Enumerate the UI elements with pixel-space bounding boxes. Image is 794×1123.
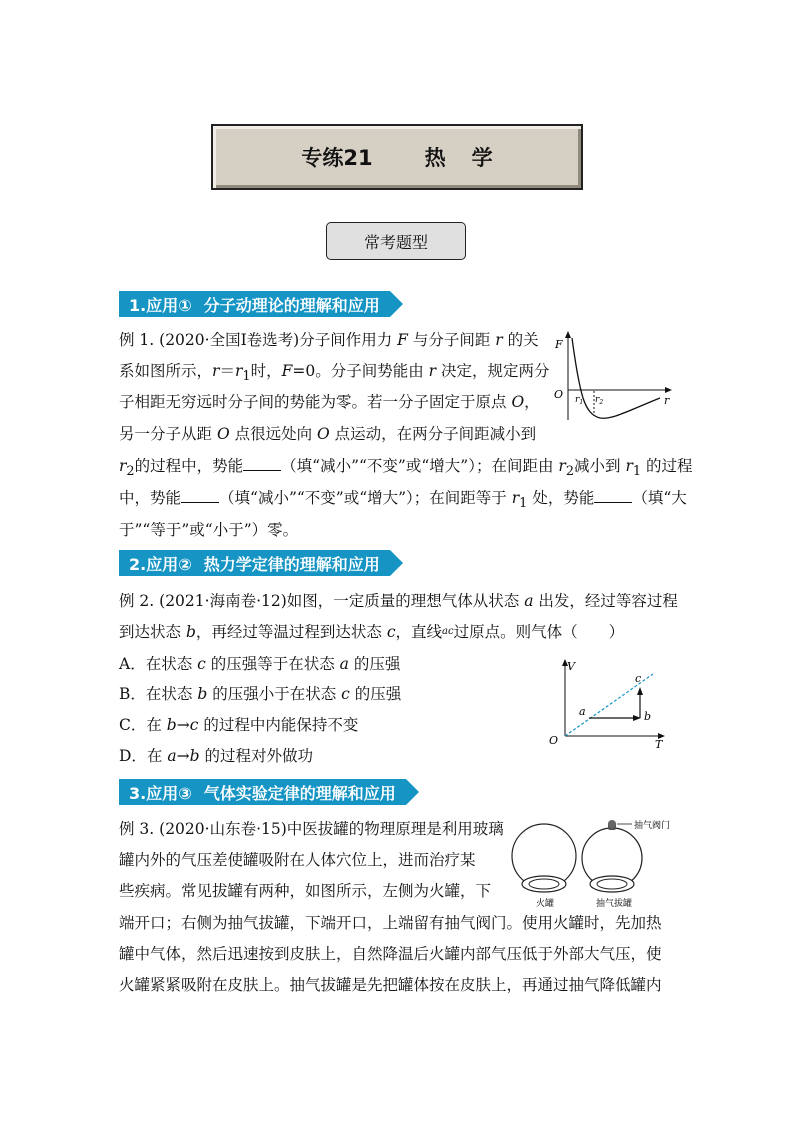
section-2-header — [119, 550, 390, 576]
text-line: 罐内外的气压差使罐吸附在人体穴位上，进而治疗某 — [119, 851, 476, 869]
pump-cup-label: 抽气拔罐 — [596, 899, 633, 909]
force-curve — [572, 338, 660, 418]
option-C[interactable]: C．在 b→c 的过程中内能保持不变 — [119, 716, 359, 734]
label-F: F — [555, 338, 563, 351]
text-line: 子相距无穷远时分子间的势能为零。若一分子固定于原点 O， — [119, 393, 540, 411]
cupping-jars-figure — [508, 818, 684, 910]
label-O: O — [549, 734, 559, 747]
label-r2: $r_2$ — [595, 395, 604, 406]
pump-cup-icon — [582, 820, 642, 892]
section-1-header — [119, 291, 390, 317]
answer-blank-3[interactable] — [594, 488, 632, 503]
label-a: a — [579, 705, 586, 718]
text-line: 另一分子从距 O 点很远处向 O 点运动，在两分子间距减小到 — [119, 425, 537, 443]
fire-cup-label: 火罐 — [536, 899, 555, 909]
option-B[interactable]: B．在状态 b 的压强小于在状态 c 的压强 — [119, 685, 402, 703]
text-line: 例 1. (2020·全国Ⅰ卷选考)分子间作用力 F 与分子间距 r 的关 — [119, 331, 539, 349]
title-number: 专练21 — [301, 146, 373, 170]
section-title: 热力学定律的理解和应用 — [203, 554, 380, 574]
option-D[interactable]: D．在 a→b 的过程对外做功 — [119, 747, 313, 765]
text-line: 端开口；右侧为抽气拔罐，下端开口，上端留有抽气阀门。使用火罐时，先加热 — [119, 914, 662, 932]
title-word-2: 学 — [471, 146, 493, 170]
label-T: T — [655, 738, 663, 750]
text-line: 中，势能 （填“减小”“不变”或“增大”）；在间距等于 $r_1$ 处，势能 （填“大 — [119, 489, 687, 512]
option-A[interactable]: A．在状态 c 的压强等于在状态 a 的压强 — [119, 655, 401, 673]
section-3-header — [119, 779, 406, 805]
label-r: r — [664, 394, 670, 407]
label-c: c — [635, 672, 642, 685]
text-line: 到达状态 b，再经过等温过程到达状态 c，直线ac过原点。则气体（ ） — [119, 623, 625, 641]
section-number: 2.应用② — [129, 554, 192, 574]
title-word-1: 热 — [424, 146, 446, 170]
text-line: 于”“等于”或“小于”）零。 — [119, 521, 299, 539]
text-line: $r_2$的过程中，势能 （填“减小”“不变”或“增大”）；在间距由 $r_2$减小到 $r_1$ 的过程 — [119, 457, 693, 480]
text-line: 系如图所示，$r=r_1$时，F=0。分子间势能由 r 决定，规定两分 — [119, 362, 550, 385]
label-V: V — [567, 660, 575, 673]
answer-blank-2[interactable] — [181, 488, 219, 503]
answer-blank-1[interactable] — [243, 456, 281, 471]
text-line: 火罐紧紧吸附在皮肤上。抽气拔罐是先把罐体按在皮肤上，再通过抽气降低罐内 — [119, 976, 662, 994]
text-line: 例 3. (2020·山东卷·15)中医拔罐的物理原理是利用玻璃 — [119, 820, 504, 838]
valve-label: 抽气阀门 — [634, 821, 671, 831]
volume-temperature-graph — [545, 654, 675, 750]
label-O: O — [554, 388, 564, 401]
label-b: b — [644, 710, 652, 723]
common-types-label: 常考题型 — [326, 222, 466, 260]
page-title — [211, 124, 583, 190]
text-line: 罐中气体，然后迅速按到皮肤上，自然降温后火罐内部气压低于外部大气压，使 — [119, 945, 662, 963]
section-title: 气体实验定律的理解和应用 — [203, 783, 396, 803]
force-distance-graph — [550, 328, 680, 424]
text-line: 例 2. (2021·海南卷·12)如图，一定质量的理想气体从状态 a 出发，经过等容过程 — [119, 592, 678, 610]
section-title: 分子动理论的理解和应用 — [203, 295, 380, 315]
label-r1: $r_1$ — [575, 395, 584, 406]
section-number: 3.应用③ — [129, 783, 192, 803]
text-line: 些疾病。常见拔罐有两种，如图所示，左侧为火罐，下 — [119, 882, 492, 900]
fire-cup-icon — [512, 824, 576, 892]
section-number: 1.应用① — [129, 295, 192, 315]
